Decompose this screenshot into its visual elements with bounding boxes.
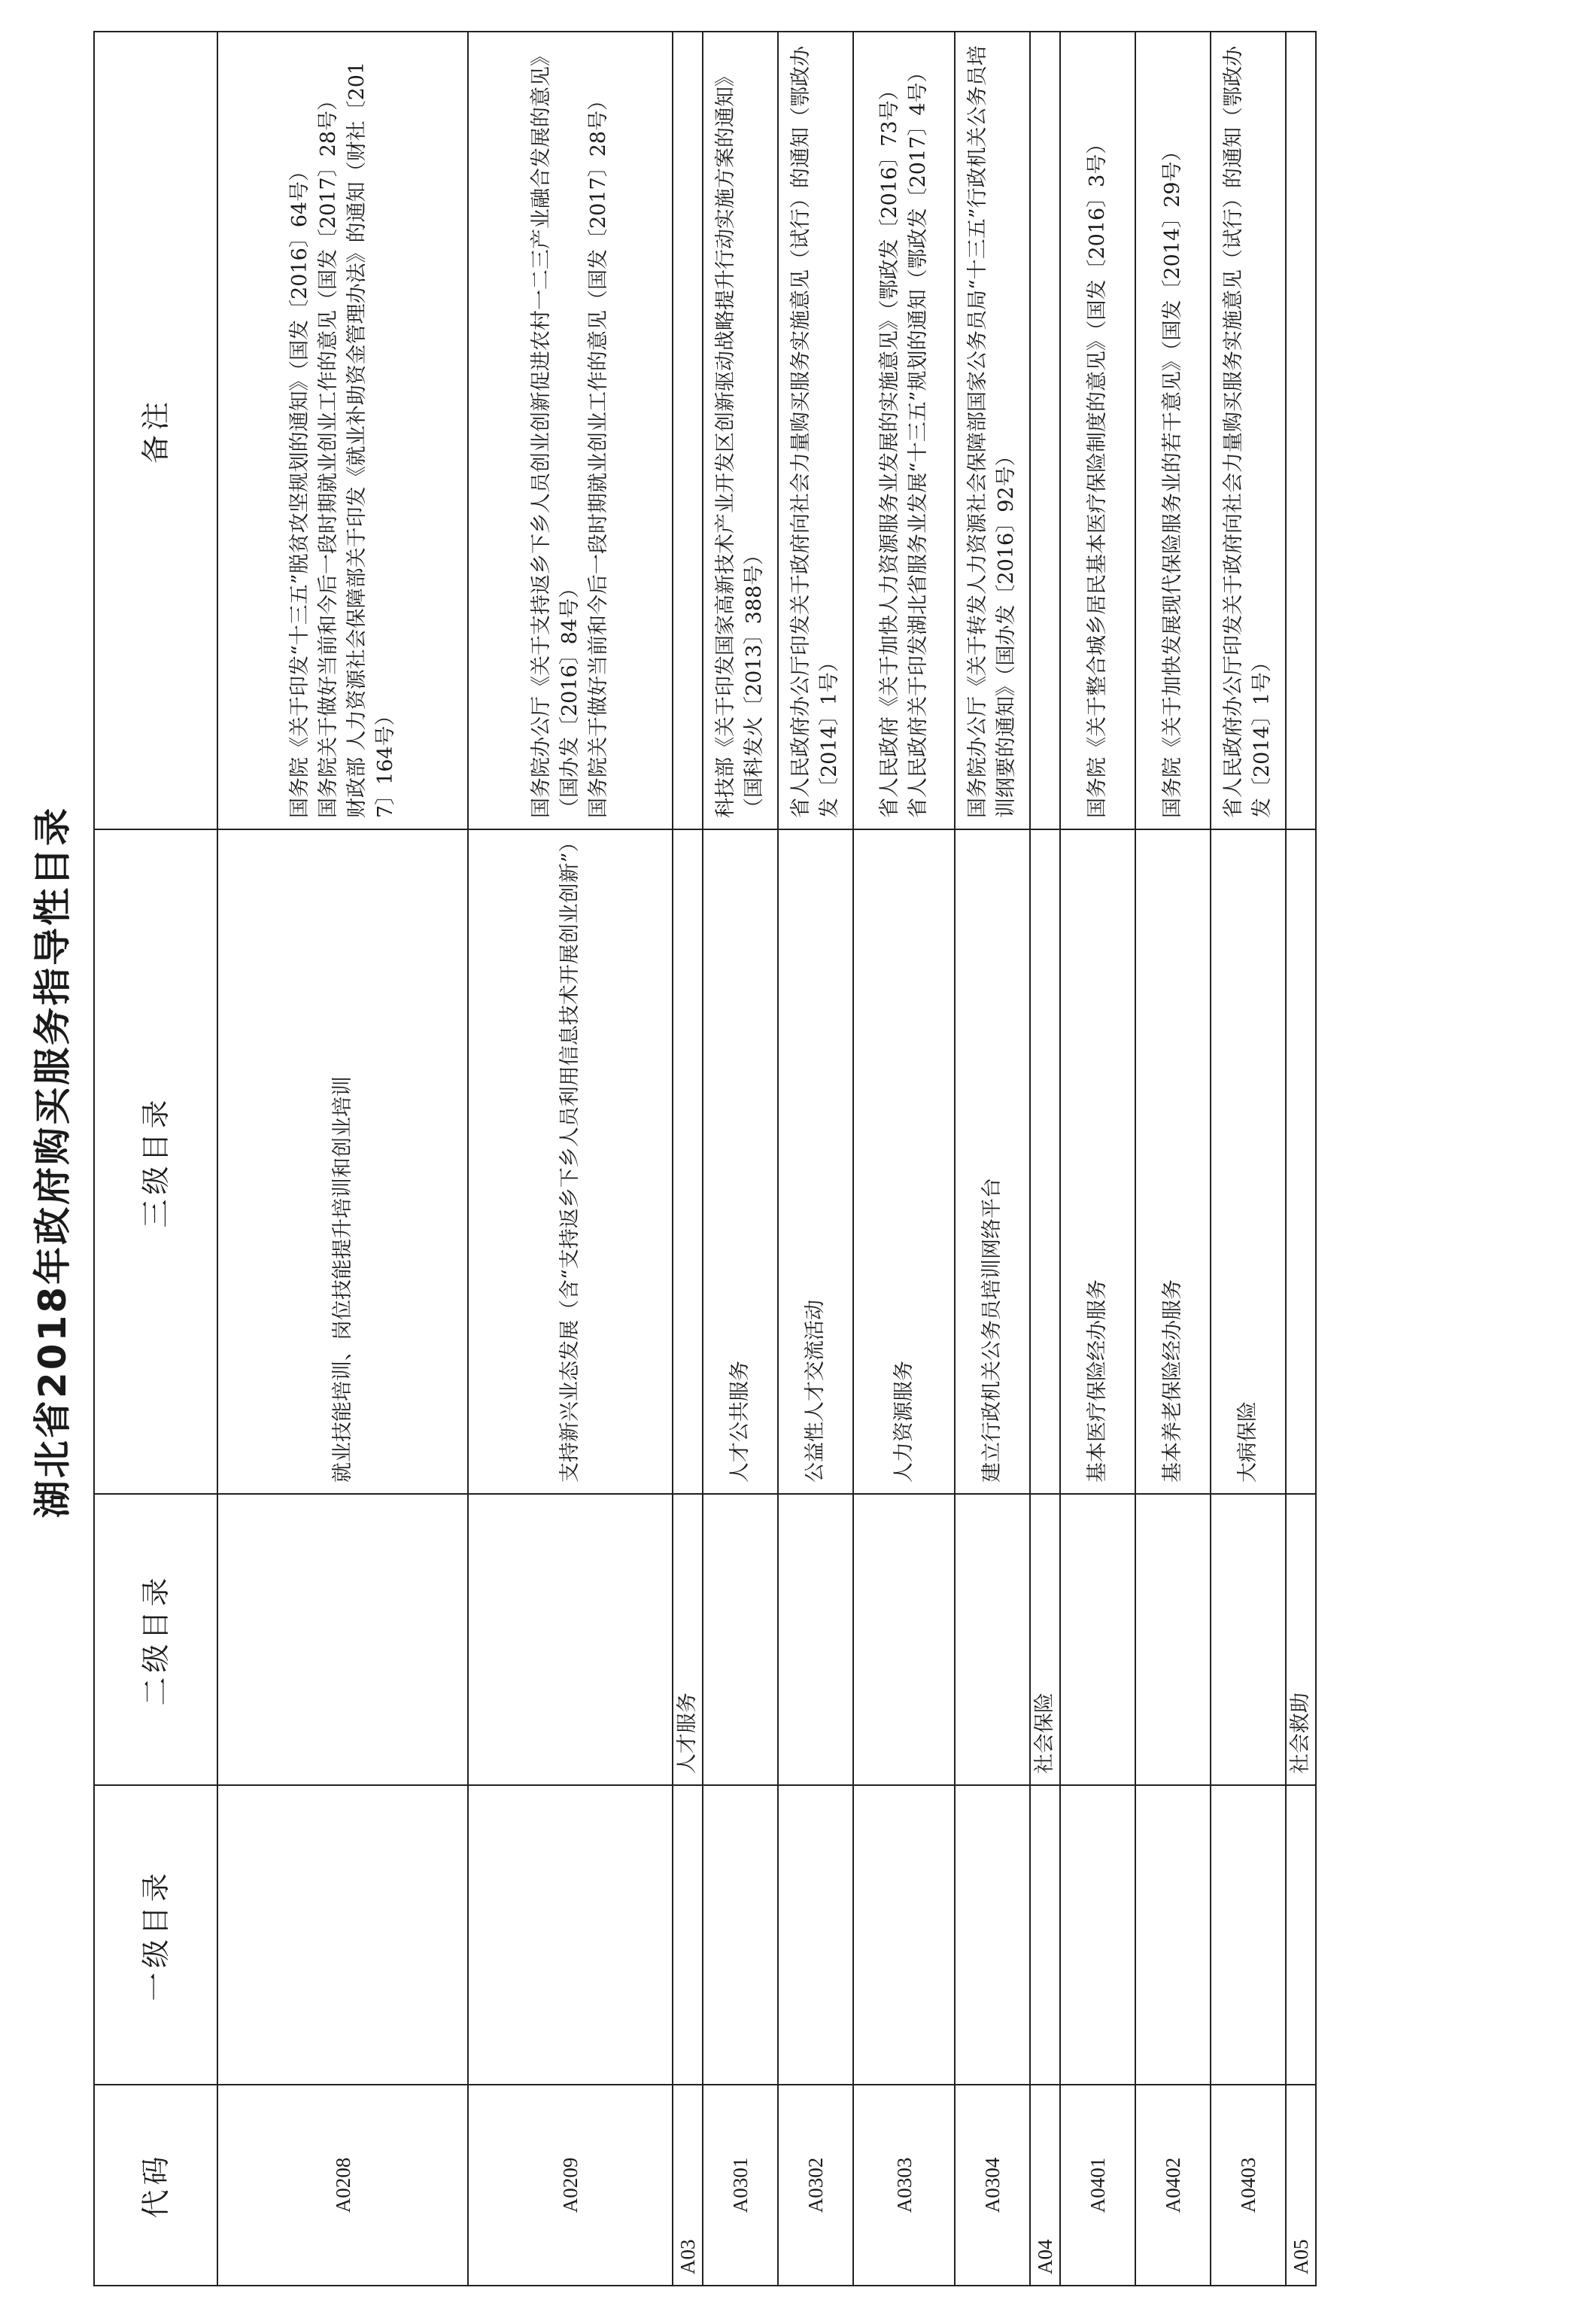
row-level2 (217, 1494, 468, 1785)
row-level1 (955, 1785, 1030, 2085)
section-row (1286, 32, 1316, 2286)
section-code: A04 (1030, 2085, 1060, 2286)
row-notes (1060, 32, 1135, 829)
section-level1 (1286, 1785, 1316, 2085)
section-label: 社会救助 (1286, 1494, 1316, 1785)
note-line: 国务院《关于整合城乡居民基本医疗保险制度的意见》（国发〔2016〕3号） (1086, 133, 1109, 818)
header-level3: 三级目录 (94, 829, 217, 1494)
row-level2 (955, 1494, 1030, 1785)
section-row (1030, 32, 1060, 2286)
note-line: 国务院办公厅《关于支持返乡下乡人员创业创新促进农村一二三产业融合发展的意见》（国办发〔2016〕84号） (530, 46, 582, 818)
note-line: 国务院关于做好当前和今后一段时期就业创业工作的意见（国发〔2017〕28号） (316, 90, 340, 818)
row-code: A0301 (703, 2085, 778, 2286)
row-code: A0304 (955, 2085, 1030, 2286)
row-notes (703, 32, 778, 829)
row-level3: 基本养老保险经办服务 (1135, 829, 1211, 1494)
row-notes (468, 32, 673, 829)
section-level3 (673, 829, 703, 1494)
header-notes: 备注 (94, 32, 217, 829)
row-level3: 大病保险 (1211, 829, 1286, 1494)
section-level1 (673, 1785, 703, 2085)
row-level1 (1211, 1785, 1286, 2085)
row-code: A0401 (1060, 2085, 1135, 2286)
header-row (94, 32, 217, 2286)
section-notes (1030, 32, 1060, 829)
note-line: 省人民政府办公厅印发关于政府向社会力量购买服务实施意见（试行）的通知（鄂政办发〔2014〕1号） (789, 46, 841, 818)
row-level2 (1060, 1494, 1135, 1785)
table-row (703, 32, 778, 2286)
row-level3: 建立行政机关公务员培训网络平台 (955, 829, 1030, 1494)
note-line: 国务院《关于加快发展现代保险服务业的若干意见》（国发〔2014〕29号） (1161, 141, 1184, 818)
row-level2 (1211, 1494, 1286, 1785)
table-row (955, 32, 1030, 2286)
header-level1: 一级目录 (94, 1785, 217, 2085)
row-notes (955, 32, 1030, 829)
note-line: 省人民政府办公厅印发关于政府向社会力量购买服务实施意见（试行）的通知（鄂政办发〔2014〕1号） (1222, 46, 1274, 818)
row-level3: 支持新兴业态发展（含“支持返乡下乡人员利用信息技术开展创业创新”） (468, 829, 673, 1494)
row-level2 (778, 1494, 853, 1785)
section-notes (1286, 32, 1316, 829)
row-code: A0402 (1135, 2085, 1211, 2286)
row-notes (1135, 32, 1211, 829)
row-level3: 基本医疗保险经办服务 (1060, 829, 1135, 1494)
row-notes (217, 32, 468, 829)
row-level2 (703, 1494, 778, 1785)
note-line: 国务院《关于印发“十三五”脱贫攻坚规划的通知》（国发〔2016〕64号） (287, 160, 311, 818)
row-level1 (1060, 1785, 1135, 2085)
table-row (1211, 32, 1286, 2286)
row-level1 (217, 1785, 468, 2085)
section-level3 (1286, 829, 1316, 1494)
table-row (1060, 32, 1135, 2286)
note-line: 省人民政府《关于加快人力资源服务业发展的实施意见》（鄂政发〔2016〕73号） (877, 80, 901, 818)
section-notes (673, 32, 703, 829)
row-notes (1211, 32, 1286, 829)
row-level3: 就业技能培训、岗位技能提升培训和创业培训 (217, 829, 468, 1494)
section-label: 人才服务 (673, 1494, 703, 1785)
directory-table (93, 31, 1317, 2286)
note-line: 国务院办公厅《关于转发人力资源社会保障部国家公务员局“十三五”行政机关公务员培训纲要的通知》（国办发〔2016〕92号） (966, 45, 1018, 818)
row-level1 (1135, 1785, 1211, 2085)
row-code: A0208 (217, 2085, 468, 2286)
row-level1 (778, 1785, 853, 2085)
section-level1 (1030, 1785, 1060, 2085)
row-level1 (468, 1785, 673, 2085)
row-code: A0302 (778, 2085, 853, 2286)
note-line: 省人民政府关于印发湖北省服务业发展“十三五”规划的通知（鄂政发〔2017〕4号） (906, 62, 930, 818)
document-title: 湖北省2018年政府购买服务指导性目录 (31, 805, 74, 1519)
row-level3: 公益性人才交流活动 (778, 829, 853, 1494)
row-level3: 人力资源服务 (853, 829, 955, 1494)
row-level3: 人才公共服务 (703, 829, 778, 1494)
row-notes (853, 32, 955, 829)
table-row (853, 32, 955, 2286)
row-code: A0209 (468, 2085, 673, 2286)
header-level2: 二级目录 (94, 1494, 217, 1785)
table-row (468, 32, 673, 2286)
row-code: A0303 (853, 2085, 955, 2286)
note-line: 国务院关于做好当前和今后一段时期就业创业工作的意见（国发〔2017〕28号） (587, 90, 610, 818)
note-line: 科技部《关于印发国家高新技术产业开发区创新驱动战略提升行动实施方案的通知》（国科发火〔2013〕388号） (714, 66, 766, 818)
row-level2 (468, 1494, 673, 1785)
row-level2 (853, 1494, 955, 1785)
header-code: 代码 (94, 2085, 217, 2286)
section-code: A03 (673, 2085, 703, 2286)
row-level1 (853, 1785, 955, 2085)
section-level3 (1030, 829, 1060, 1494)
section-row (673, 32, 703, 2286)
table-row (778, 32, 853, 2286)
table-row (1135, 32, 1211, 2286)
table-row (217, 32, 468, 2286)
section-label: 社会保险 (1030, 1494, 1060, 1785)
row-level2 (1135, 1494, 1211, 1785)
section-code: A05 (1286, 2085, 1316, 2286)
row-code: A0403 (1211, 2085, 1286, 2286)
row-level1 (703, 1785, 778, 2085)
note-line: 财政部 人力资源社会保障部关于印发《就业补助资金管理办法》的通知（财社〔2017〕164号） (345, 61, 397, 818)
row-notes (778, 32, 853, 829)
